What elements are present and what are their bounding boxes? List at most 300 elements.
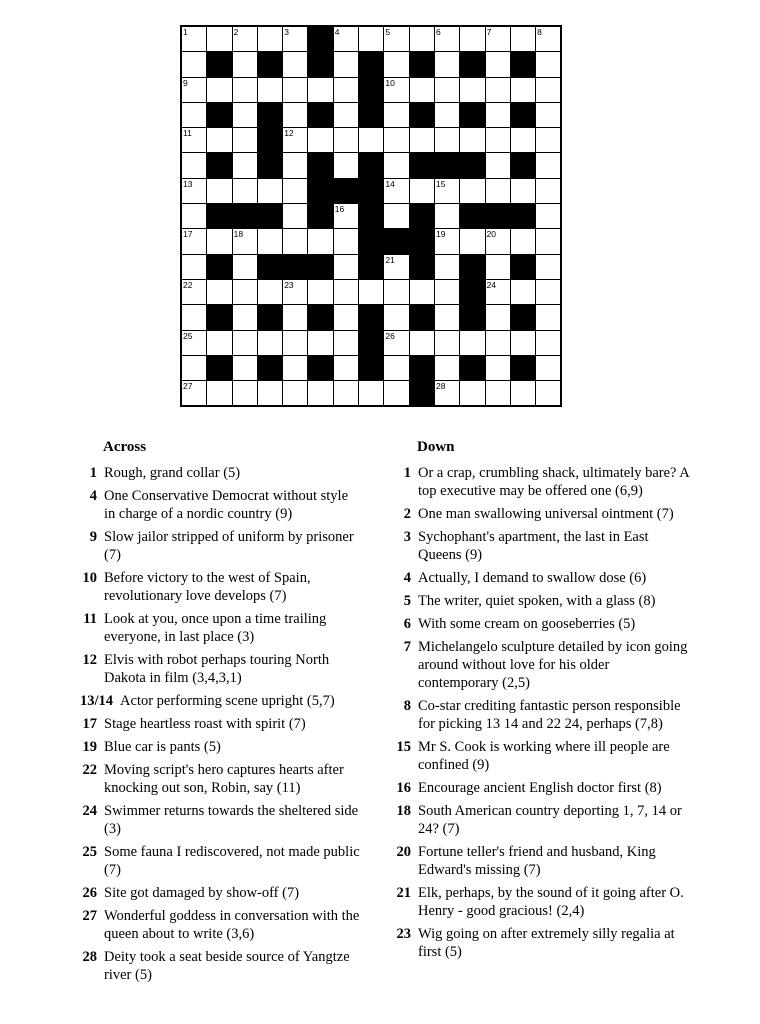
black-cell xyxy=(410,255,434,279)
letter-cell[interactable] xyxy=(334,356,358,380)
letter-cell[interactable] xyxy=(460,179,484,203)
clue-down-21 xyxy=(394,884,704,920)
black-cell xyxy=(511,356,535,380)
black-cell xyxy=(410,356,434,380)
letter-cell[interactable] xyxy=(233,52,257,76)
letter-cell[interactable] xyxy=(460,128,484,152)
clue-down-18 xyxy=(394,802,704,838)
black-cell xyxy=(410,229,434,253)
letter-cell[interactable] xyxy=(536,229,560,253)
black-cell xyxy=(207,103,231,127)
clue-text: Actor performing scene upright (5,7) xyxy=(120,693,335,709)
letter-cell[interactable] xyxy=(334,331,358,355)
letter-cell[interactable] xyxy=(283,153,307,177)
black-cell xyxy=(258,153,282,177)
letter-cell[interactable] xyxy=(334,381,358,405)
letter-cell[interactable] xyxy=(182,153,206,177)
letter-cell[interactable] xyxy=(258,78,282,102)
letter-cell[interactable] xyxy=(384,103,408,127)
clue-across-9 xyxy=(80,528,380,564)
letter-cell[interactable] xyxy=(511,381,535,405)
letter-cell[interactable] xyxy=(410,179,434,203)
letter-cell[interactable] xyxy=(182,27,206,51)
clue-text: Co-star crediting fantastic person responsible for picking 13 14 and 22 24, perhaps (7,8) xyxy=(418,698,681,732)
letter-cell[interactable] xyxy=(233,27,257,51)
letter-cell[interactable] xyxy=(308,331,332,355)
letter-cell[interactable] xyxy=(435,381,459,405)
clue-number: 21 xyxy=(396,885,411,901)
letter-cell[interactable] xyxy=(233,255,257,279)
clue-number: 28 xyxy=(82,949,97,965)
letter-cell[interactable] xyxy=(182,280,206,304)
black-cell xyxy=(308,179,332,203)
letter-cell[interactable] xyxy=(258,27,282,51)
letter-cell[interactable] xyxy=(283,305,307,329)
clue-down-7 xyxy=(394,638,704,692)
clue-down-16 xyxy=(394,779,704,797)
clue-text: South American country deporting 1, 7, 14 or 24? (7) xyxy=(418,803,682,837)
letter-cell[interactable] xyxy=(486,229,510,253)
black-cell xyxy=(460,153,484,177)
cell-number: 22 xyxy=(183,279,193,290)
letter-cell[interactable] xyxy=(207,381,231,405)
clue-text: Site got damaged by show-off (7) xyxy=(104,885,300,901)
clue-down-20 xyxy=(394,843,704,879)
letter-cell[interactable] xyxy=(233,103,257,127)
letter-cell[interactable] xyxy=(384,381,408,405)
clue-across-22 xyxy=(80,761,380,797)
letter-cell[interactable] xyxy=(182,78,206,102)
letter-cell[interactable] xyxy=(182,381,206,405)
letter-cell[interactable] xyxy=(283,27,307,51)
letter-cell[interactable] xyxy=(182,179,206,203)
letter-cell[interactable] xyxy=(182,128,206,152)
letter-cell[interactable] xyxy=(435,331,459,355)
clue-down-5 xyxy=(394,592,704,610)
cell-number: 21 xyxy=(385,254,395,265)
black-cell xyxy=(511,305,535,329)
clue-number: 27 xyxy=(82,908,97,924)
letter-cell[interactable] xyxy=(334,204,358,228)
cell-number: 4 xyxy=(334,27,340,37)
letter-cell[interactable] xyxy=(410,280,434,304)
clue-number: 2 xyxy=(403,506,411,522)
letter-cell[interactable] xyxy=(536,356,560,380)
letter-cell[interactable] xyxy=(435,179,459,203)
letter-cell[interactable] xyxy=(486,153,510,177)
black-cell xyxy=(308,52,332,76)
letter-cell[interactable] xyxy=(207,78,231,102)
letter-cell[interactable] xyxy=(334,128,358,152)
letter-cell[interactable] xyxy=(283,78,307,102)
clue-text: Look at you, once upon a time trailing everyone, in last place (3) xyxy=(104,611,327,645)
letter-cell[interactable] xyxy=(384,179,408,203)
letter-cell[interactable] xyxy=(536,255,560,279)
letter-cell[interactable] xyxy=(182,103,206,127)
letter-cell[interactable] xyxy=(334,103,358,127)
letter-cell[interactable] xyxy=(435,204,459,228)
letter-cell[interactable] xyxy=(334,27,358,51)
black-cell xyxy=(511,153,535,177)
letter-cell[interactable] xyxy=(486,255,510,279)
clue-number: 7 xyxy=(403,639,411,655)
down-clues-section xyxy=(394,438,704,966)
clue-text: Some fauna I rediscovered, not made public (7) xyxy=(104,844,360,878)
black-cell xyxy=(308,305,332,329)
letter-cell[interactable] xyxy=(334,305,358,329)
clue-text: Elk, perhaps, by the sound of it going after O. Henry - good gracious! (2,4) xyxy=(418,885,684,919)
letter-cell[interactable] xyxy=(182,52,206,76)
cell-number: 16 xyxy=(334,204,345,215)
clue-number: 4 xyxy=(89,488,97,504)
letter-cell[interactable] xyxy=(536,381,560,405)
letter-cell[interactable] xyxy=(460,381,484,405)
letter-cell[interactable] xyxy=(486,52,510,76)
clue-across-27 xyxy=(80,907,380,943)
clue-number: 10 xyxy=(82,570,97,586)
letter-cell[interactable] xyxy=(308,128,332,152)
letter-cell[interactable] xyxy=(486,381,510,405)
letter-cell[interactable] xyxy=(207,331,231,355)
clue-number: 26 xyxy=(82,885,97,901)
across-clues-section xyxy=(80,438,380,989)
letter-cell[interactable] xyxy=(435,229,459,253)
letter-cell[interactable] xyxy=(233,229,257,253)
clue-across-19 xyxy=(80,738,380,756)
clue-number: 19 xyxy=(82,739,97,755)
cell-number: 10 xyxy=(385,77,395,88)
cell-number: 19 xyxy=(435,229,446,240)
letter-cell[interactable] xyxy=(536,204,560,228)
clue-text: Sychophant's apartment, the last in East Queens (9) xyxy=(418,529,649,563)
letter-cell[interactable] xyxy=(334,280,358,304)
letter-cell[interactable] xyxy=(410,331,434,355)
letter-cell[interactable] xyxy=(536,103,560,127)
letter-cell[interactable] xyxy=(283,229,307,253)
letter-cell[interactable] xyxy=(511,331,535,355)
letter-cell[interactable] xyxy=(410,128,434,152)
letter-cell[interactable] xyxy=(536,305,560,329)
black-cell xyxy=(410,305,434,329)
letter-cell[interactable] xyxy=(233,78,257,102)
cell-number: 8 xyxy=(537,27,542,37)
letter-cell[interactable] xyxy=(536,153,560,177)
black-cell xyxy=(460,255,484,279)
cell-number: 25 xyxy=(183,330,193,341)
black-cell xyxy=(308,255,332,279)
clue-text: Stage heartless roast with spirit (7) xyxy=(104,716,306,732)
clue-across-25 xyxy=(80,843,380,879)
letter-cell[interactable] xyxy=(486,78,510,102)
clue-number: 5 xyxy=(403,593,411,609)
letter-cell[interactable] xyxy=(384,204,408,228)
letter-cell[interactable] xyxy=(536,52,560,76)
letter-cell[interactable] xyxy=(384,255,408,279)
clue-text: Fortune teller's friend and husband, King Edward's missing (7) xyxy=(418,844,656,878)
down-clue-list xyxy=(394,464,704,961)
black-cell xyxy=(384,229,408,253)
letter-cell[interactable] xyxy=(359,27,383,51)
black-cell xyxy=(511,255,535,279)
letter-cell[interactable] xyxy=(207,128,231,152)
black-cell xyxy=(410,153,434,177)
letter-cell[interactable] xyxy=(182,255,206,279)
letter-cell[interactable] xyxy=(258,331,282,355)
black-cell xyxy=(359,331,383,355)
clue-text: One man swallowing universal ointment (7) xyxy=(418,506,674,522)
letter-cell[interactable] xyxy=(536,179,560,203)
letter-cell[interactable] xyxy=(207,179,231,203)
letter-cell[interactable] xyxy=(233,179,257,203)
cell-number: 5 xyxy=(385,27,391,37)
letter-cell[interactable] xyxy=(207,229,231,253)
clue-text: Blue car is pants (5) xyxy=(104,739,221,755)
letter-cell[interactable] xyxy=(410,27,434,51)
black-cell xyxy=(258,255,282,279)
letter-cell[interactable] xyxy=(308,229,332,253)
clue-text: Slow jailor stripped of uniform by prisoner (7) xyxy=(104,529,354,563)
letter-cell[interactable] xyxy=(511,229,535,253)
letter-cell[interactable] xyxy=(384,280,408,304)
clue-text: With some cream on gooseberries (5) xyxy=(418,616,636,632)
black-cell xyxy=(359,305,383,329)
letter-cell[interactable] xyxy=(283,356,307,380)
crossword-grid[interactable] xyxy=(180,25,562,407)
clue-text: One Conservative Democrat without style in charge of a nordic country (9) xyxy=(104,488,349,522)
letter-cell[interactable] xyxy=(182,305,206,329)
clue-number: 20 xyxy=(396,844,411,860)
across-clue-list xyxy=(80,464,380,984)
black-cell xyxy=(359,103,383,127)
letter-cell[interactable] xyxy=(233,381,257,405)
letter-cell[interactable] xyxy=(536,27,560,51)
clue-text: Rough, grand collar (5) xyxy=(104,465,241,481)
clue-text: Elvis with robot perhaps touring North Dakota in film (3,4,3,1) xyxy=(104,652,330,686)
clue-across-11 xyxy=(80,610,380,646)
letter-cell[interactable] xyxy=(435,52,459,76)
clue-across-1 xyxy=(80,464,380,482)
letter-cell[interactable] xyxy=(511,27,535,51)
cell-number: 23 xyxy=(284,279,294,290)
letter-cell[interactable] xyxy=(435,78,459,102)
letter-cell[interactable] xyxy=(384,52,408,76)
clue-across-10 xyxy=(80,569,380,605)
letter-cell[interactable] xyxy=(460,229,484,253)
black-cell xyxy=(258,103,282,127)
black-cell xyxy=(283,255,307,279)
letter-cell[interactable] xyxy=(308,78,332,102)
letter-cell[interactable] xyxy=(233,356,257,380)
clue-number: 13/14 xyxy=(80,693,114,709)
letter-cell[interactable] xyxy=(233,305,257,329)
letter-cell[interactable] xyxy=(283,103,307,127)
clue-number: 8 xyxy=(403,698,411,714)
clue-number: 15 xyxy=(396,739,411,755)
letter-cell[interactable] xyxy=(182,204,206,228)
letter-cell[interactable] xyxy=(283,280,307,304)
cell-number: 2 xyxy=(233,27,239,37)
letter-cell[interactable] xyxy=(233,128,257,152)
black-cell xyxy=(359,179,383,203)
letter-cell[interactable] xyxy=(536,78,560,102)
letter-cell[interactable] xyxy=(486,280,510,304)
letter-cell[interactable] xyxy=(486,128,510,152)
letter-cell[interactable] xyxy=(435,128,459,152)
letter-cell[interactable] xyxy=(334,153,358,177)
letter-cell[interactable] xyxy=(410,78,434,102)
letter-cell[interactable] xyxy=(359,381,383,405)
letter-cell[interactable] xyxy=(233,331,257,355)
clue-number: 1 xyxy=(89,465,97,481)
black-cell xyxy=(460,280,484,304)
clue-text: Wonderful goddess in conversation with the queen about to write (3,6) xyxy=(104,908,360,942)
black-cell xyxy=(308,27,332,51)
clue-number: 23 xyxy=(396,926,411,942)
clue-number: 25 xyxy=(82,844,97,860)
letter-cell[interactable] xyxy=(182,229,206,253)
letter-cell[interactable] xyxy=(511,78,535,102)
letter-cell[interactable] xyxy=(486,331,510,355)
black-cell xyxy=(258,204,282,228)
letter-cell[interactable] xyxy=(233,153,257,177)
black-cell xyxy=(460,204,484,228)
black-cell xyxy=(511,204,535,228)
cell-number: 28 xyxy=(435,381,446,392)
clue-text: Swimmer returns towards the sheltered side (3) xyxy=(104,803,359,837)
cell-number: 27 xyxy=(183,381,193,392)
black-cell xyxy=(207,153,231,177)
letter-cell[interactable] xyxy=(384,356,408,380)
clue-number: 3 xyxy=(403,529,411,545)
clue-down-23 xyxy=(394,925,704,961)
letter-cell[interactable] xyxy=(536,280,560,304)
clue-across-13-14 xyxy=(80,692,380,710)
cell-number: 17 xyxy=(183,229,193,240)
letter-cell[interactable] xyxy=(384,128,408,152)
letter-cell[interactable] xyxy=(435,356,459,380)
letter-cell[interactable] xyxy=(308,280,332,304)
letter-cell[interactable] xyxy=(486,179,510,203)
cell-number: 14 xyxy=(385,178,395,189)
letter-cell[interactable] xyxy=(359,280,383,304)
clue-number: 18 xyxy=(396,803,411,819)
clue-number: 6 xyxy=(403,616,411,632)
letter-cell[interactable] xyxy=(435,27,459,51)
letter-cell[interactable] xyxy=(283,381,307,405)
black-cell xyxy=(460,103,484,127)
black-cell xyxy=(359,52,383,76)
down-header: Down xyxy=(417,439,455,455)
letter-cell[interactable] xyxy=(283,52,307,76)
black-cell xyxy=(207,204,231,228)
letter-cell[interactable] xyxy=(460,27,484,51)
clue-text: Michelangelo sculpture detailed by icon going around without love for his older contemporary (2,5) xyxy=(418,639,688,691)
cell-number: 15 xyxy=(435,178,446,189)
black-cell xyxy=(258,356,282,380)
black-cell xyxy=(308,356,332,380)
letter-cell[interactable] xyxy=(486,305,510,329)
letter-cell[interactable] xyxy=(258,179,282,203)
letter-cell[interactable] xyxy=(384,78,408,102)
black-cell xyxy=(308,103,332,127)
clue-text: Encourage ancient English doctor first (8) xyxy=(418,780,662,796)
black-cell xyxy=(258,128,282,152)
letter-cell[interactable] xyxy=(334,52,358,76)
clue-text: Before victory to the west of Spain, revolutionary love develops (7) xyxy=(104,570,311,604)
clue-number: 11 xyxy=(83,611,97,627)
letter-cell[interactable] xyxy=(384,27,408,51)
clue-number: 16 xyxy=(396,780,411,796)
letter-cell[interactable] xyxy=(308,381,332,405)
letter-cell[interactable] xyxy=(258,229,282,253)
clue-down-8 xyxy=(394,697,704,733)
clue-down-15 xyxy=(394,738,704,774)
letter-cell[interactable] xyxy=(258,381,282,405)
clue-down-2 xyxy=(394,505,704,523)
black-cell xyxy=(435,153,459,177)
letter-cell[interactable] xyxy=(435,280,459,304)
black-cell xyxy=(460,356,484,380)
letter-cell[interactable] xyxy=(384,331,408,355)
letter-cell[interactable] xyxy=(283,204,307,228)
letter-cell[interactable] xyxy=(283,128,307,152)
letter-cell[interactable] xyxy=(511,179,535,203)
clue-number: 1 xyxy=(403,465,411,481)
letter-cell[interactable] xyxy=(536,331,560,355)
black-cell xyxy=(207,255,231,279)
cell-number: 13 xyxy=(183,178,193,189)
letter-cell[interactable] xyxy=(283,179,307,203)
black-cell xyxy=(207,305,231,329)
letter-cell[interactable] xyxy=(384,305,408,329)
cell-number: 7 xyxy=(486,27,492,37)
letter-cell[interactable] xyxy=(334,78,358,102)
letter-cell[interactable] xyxy=(182,356,206,380)
letter-cell[interactable] xyxy=(182,331,206,355)
letter-cell[interactable] xyxy=(334,229,358,253)
letter-cell[interactable] xyxy=(460,78,484,102)
clue-text: Actually, I demand to swallow dose (6) xyxy=(418,570,647,586)
letter-cell[interactable] xyxy=(536,128,560,152)
clue-number: 4 xyxy=(403,570,411,586)
letter-cell[interactable] xyxy=(334,255,358,279)
letter-cell[interactable] xyxy=(258,280,282,304)
letter-cell[interactable] xyxy=(460,331,484,355)
letter-cell[interactable] xyxy=(384,153,408,177)
letter-cell[interactable] xyxy=(207,27,231,51)
letter-cell[interactable] xyxy=(486,27,510,51)
letter-cell[interactable] xyxy=(435,103,459,127)
letter-cell[interactable] xyxy=(486,356,510,380)
black-cell xyxy=(233,204,257,228)
cell-number: 18 xyxy=(233,229,244,240)
letter-cell[interactable] xyxy=(511,280,535,304)
clue-text: Moving script's hero captures hearts after knocking out son, Robin, say (11) xyxy=(104,762,344,796)
letter-cell[interactable] xyxy=(233,280,257,304)
letter-cell[interactable] xyxy=(283,331,307,355)
letter-cell[interactable] xyxy=(486,103,510,127)
letter-cell[interactable] xyxy=(435,305,459,329)
clue-across-28 xyxy=(80,948,380,984)
clue-number: 24 xyxy=(82,803,97,819)
letter-cell[interactable] xyxy=(207,280,231,304)
letter-cell[interactable] xyxy=(359,128,383,152)
cell-number: 3 xyxy=(284,27,289,37)
cell-number: 12 xyxy=(284,128,294,139)
clue-down-6 xyxy=(394,615,704,633)
letter-cell[interactable] xyxy=(511,128,535,152)
letter-cell[interactable] xyxy=(435,255,459,279)
